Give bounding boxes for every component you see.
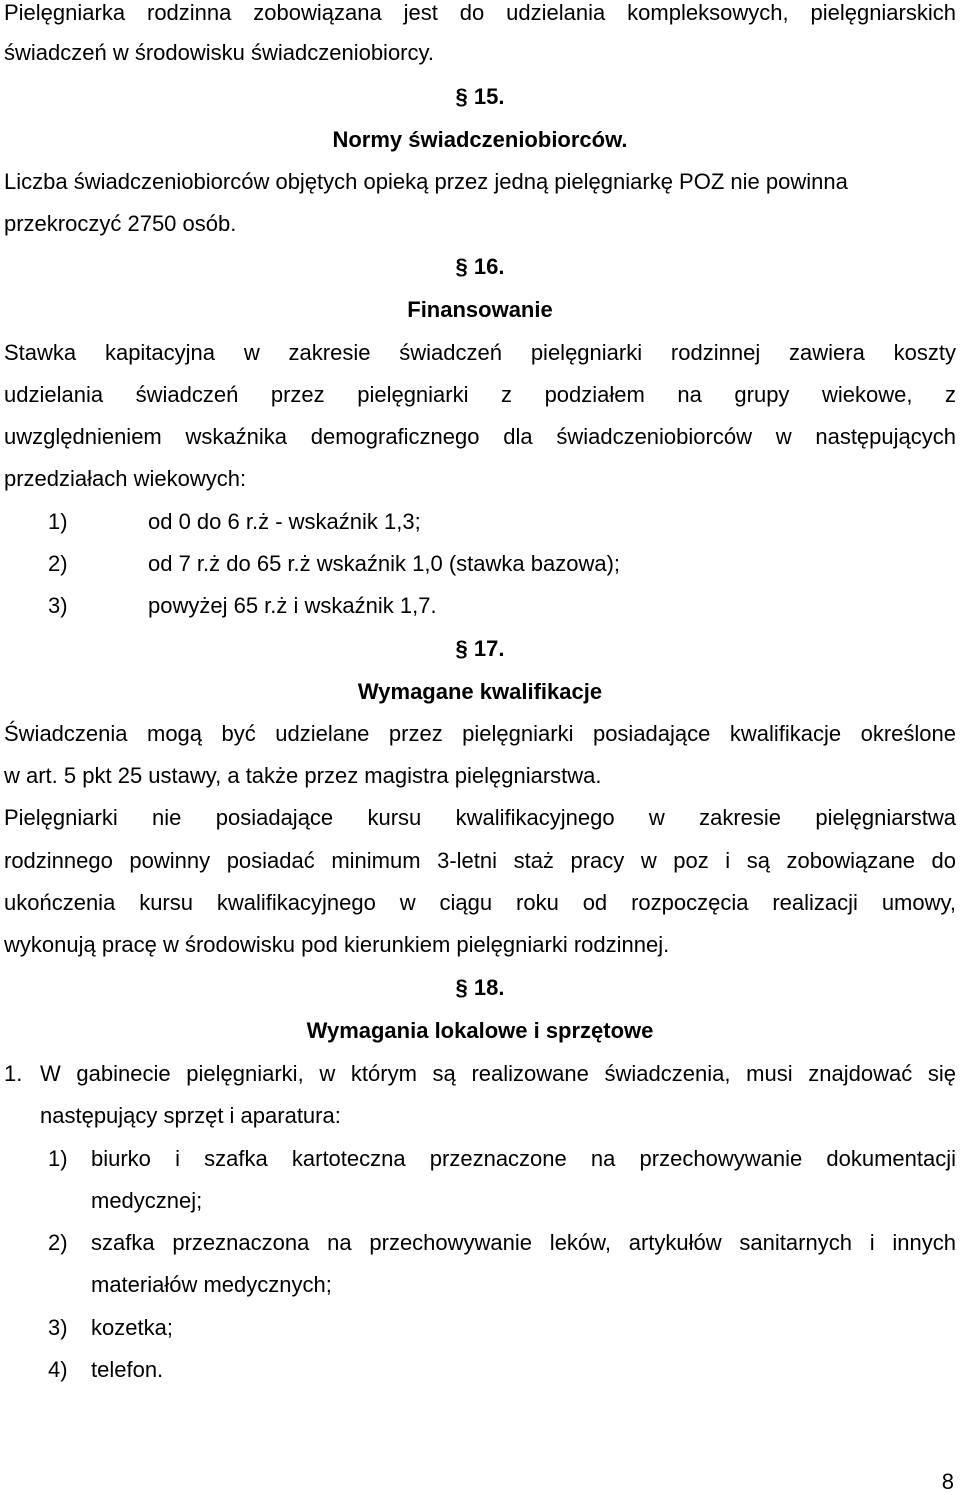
section-15-line-2: przekroczyć 2750 osób. [4, 211, 237, 236]
section-17-para-2-line-4: wykonują pracę w środowisku pod kierunkiem pielęgniarki rodzinnej. [4, 932, 670, 957]
section-18-point-number: 1. [4, 1061, 23, 1086]
section-16-line-1: Stawka kapitacyjna w zakresie świadczeń pielęgniarki rodzinnej zawiera koszty [4, 340, 956, 365]
section-16-line-2: udzielania świadczeń przez pielęgniarki z podziałem na grupy wiekowe, z [4, 382, 956, 407]
section-18-item-1-line-2: medycznej; [91, 1188, 203, 1213]
section-18-item-3-number: 3) [48, 1315, 68, 1340]
section-16-title: Finansowanie [407, 297, 553, 322]
section-17-number: § 17. [455, 636, 505, 661]
section-16-item-1-text: od 0 do 6 r.ż - wskaźnik 1,3; [148, 509, 421, 534]
section-17-para-1-line-2: w art. 5 pkt 25 ustawy, a także przez magistra pielęgniarstwa. [4, 763, 602, 788]
section-16-item-3-number: 3) [48, 593, 68, 618]
section-18-point-line-1: W gabinecie pielęgniarki, w którym są realizowane świadczenia, musi znajdować się [40, 1061, 956, 1086]
section-18-item-1-line-1: biurko i szafka kartoteczna przeznaczone na przechowywanie dokumentacji [91, 1146, 956, 1171]
section-18-point-line-2: następujący sprzęt i aparatura: [40, 1103, 341, 1128]
section-15-number: § 15. [455, 84, 505, 109]
intro-line-1: Pielęgniarka rodzinna zobowiązana jest do udzielania kompleksowych, pielęgniarskich [4, 0, 956, 25]
section-18-item-3-text: kozetka; [91, 1315, 173, 1340]
section-17-title: Wymagane kwalifikacje [357, 679, 603, 704]
section-15-title: Normy świadczeniobiorców. [332, 127, 628, 152]
section-16-line-4: przedziałach wiekowych: [4, 466, 247, 491]
section-18-item-2-number: 2) [48, 1230, 68, 1255]
section-18-number: § 18. [455, 975, 505, 1000]
page-number: 8 [941, 1469, 954, 1494]
section-17-para-1-line-1: Świadczenia mogą być udzielane przez pielęgniarki posiadające kwalifikacje określone [4, 721, 956, 746]
section-16-item-2-number: 2) [48, 551, 68, 576]
section-18-item-1-number: 1) [48, 1146, 68, 1171]
section-15-line-1: Liczba świadczeniobiorców objętych opieką przez jedną pielęgniarkę POZ nie powinna [4, 169, 848, 194]
section-18-item-4-text: telefon. [91, 1357, 164, 1382]
section-18-item-2-line-2: materiałów medycznych; [91, 1272, 332, 1297]
section-18-item-4-number: 4) [48, 1357, 68, 1382]
section-16-item-3-text: powyżej 65 r.ż i wskaźnik 1,7. [148, 593, 437, 618]
intro-line-2: świadczeń w środowisku świadczeniobiorcy. [4, 40, 434, 65]
section-18-title: Wymagania lokalowe i sprzętowe [306, 1018, 654, 1043]
section-16-item-2-text: od 7 r.ż do 65 r.ż wskaźnik 1,0 (stawka bazowa); [148, 551, 621, 576]
section-17-para-2-line-1: Pielęgniarki nie posiadające kursu kwalifikacyjnego w zakresie pielęgniarstwa [4, 805, 956, 830]
section-18-item-2-line-1: szafka przeznaczona na przechowywanie leków, artykułów sanitarnych i innych [91, 1230, 956, 1255]
section-16-line-3: uwzględnieniem wskaźnika demograficznego dla świadczeniobiorców w następujących [4, 424, 956, 449]
section-16-number: § 16. [455, 254, 505, 279]
section-17-para-2-line-2: rodzinnego powinny posiadać minimum 3-letni staż pracy w poz i są zobowiązane do [4, 848, 956, 873]
section-17-para-2-line-3: ukończenia kursu kwalifikacyjnego w ciągu roku od rozpoczęcia realizacji umowy, [4, 890, 956, 915]
section-16-item-1-number: 1) [48, 509, 68, 534]
